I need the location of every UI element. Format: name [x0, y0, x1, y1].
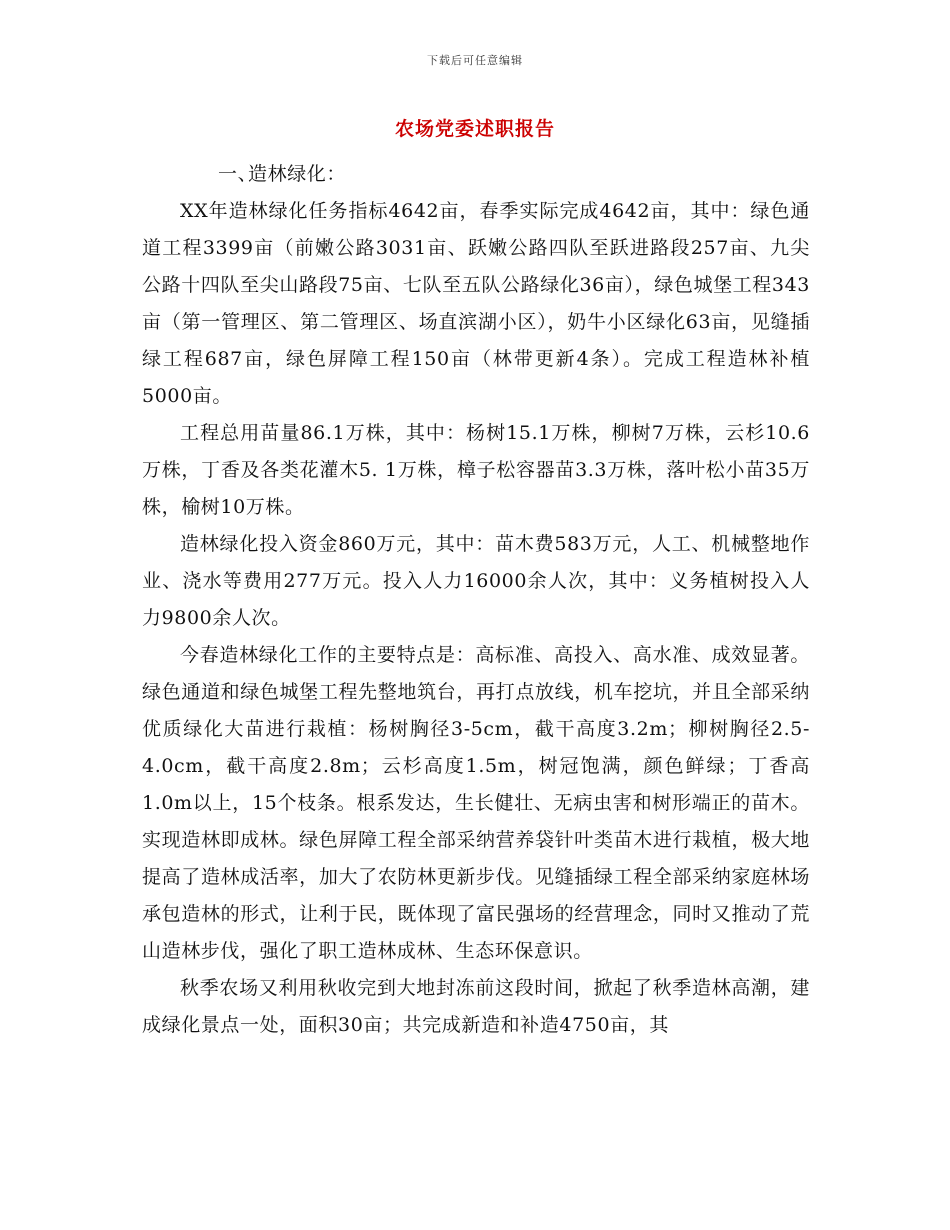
section-heading-text: 造林绿化：	[248, 163, 347, 185]
document-title: 农场党委述职报告	[394, 118, 555, 140]
header-note: 下载后可任意编辑	[427, 54, 523, 67]
paragraph: 今春造林绿化工作的主要特点是：高标准、高投入、高水准、成效显著。绿色通道和绿色城堡工程先整地筑台，再打点放线，机车挖坑，并且全部采纳优质绿化大苗进行栽植：杨树胸径3-5cm，截干高度3.2m；柳树胸径2.5-4.0cm，截干高度2.8m；云杉高度1.5m，树冠饱满，颜色鲜绿；丁香高1.0m以上，15个枝条。根系发达，生长健壮、无病虫害和树形端正的苗木。实现造林即成林。绿色屏障工程全部采纳营养袋针叶类苗木进行栽植，极大地提高了造林成活率，加大了农防林更新步伐。见缝插绿工程全部采纳家庭林场承包造林的形式，让利于民，既体现了富民强场的经营理念，同时又推动了荒山造林步伐，强化了职工造林成林、生态环保意识。	[142, 644, 810, 962]
section-heading	[142, 156, 810, 193]
paragraph: XX年造林绿化任务指标4642亩，春季实际完成4642亩，其中：绿色通道工程3399亩（前嫩公路3031亩、跃嫩公路四队至跃进路段257亩、九尖公路十四队至尖山路段75亩、七队至五队公路绿化36亩），绿色城堡工程343亩（第一管理区、第二管理区、场直滨湖小区），奶牛小区绿化63亩，见缝插绿工程687亩，绿色屏障工程150亩（林带更新4条）。完成工程造林补植5000亩。	[142, 200, 810, 407]
paragraph: 工程总用苗量86.1万株，其中：杨树15.1万株，柳树7万株，云杉10.6万株，丁香及各类花灌木5. 1万株，樟子松容器苗3.3万株，落叶松小苗35万株，榆树10万株。	[142, 422, 810, 518]
paragraph: 秋季农场又利用秋收完到大地封冻前这段时间，掀起了秋季造林高潮，建成绿化景点一处，面积30亩；共完成新造和补造4750亩，其	[142, 977, 810, 1036]
section-number: 一、	[218, 163, 258, 185]
paragraph: 造林绿化投入资金860万元，其中：苗木费583万元，人工、机械整地作业、浇水等费用277万元。投入人力16000余人次，其中：义务植树投入人力9800余人次。	[142, 533, 810, 629]
document-body	[142, 156, 810, 1044]
